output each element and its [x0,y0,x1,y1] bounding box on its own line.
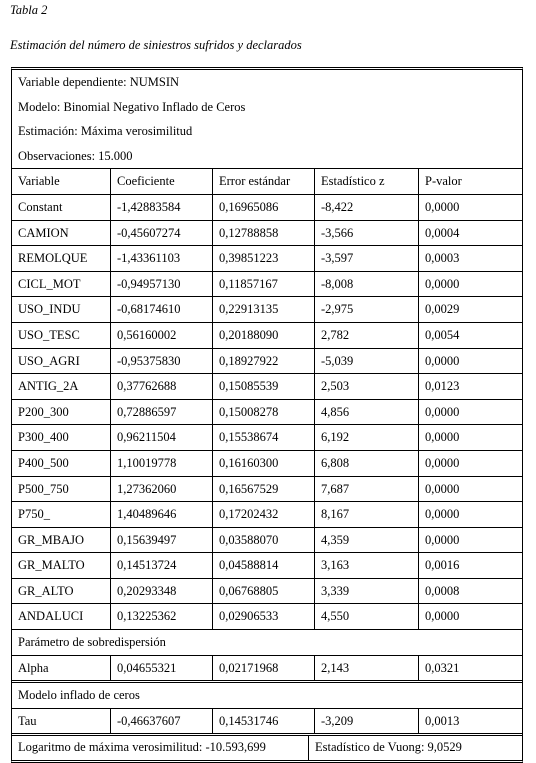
table-row [12,424,522,450]
log-likelihood: Logaritmo de máxima verosimilitud: -10.593,699 [18,740,266,755]
cell-z: 4,550 [314,604,419,629]
cell-error: 0,22913135 [212,297,315,322]
cell-variable: P200_300 [18,404,69,419]
cell-error: 0,16160300 [212,451,315,476]
cell-error: 0,04588814 [212,553,315,578]
table-row [12,501,522,527]
cell-coeficiente: 0,15639497 [110,528,213,553]
cell-coeficiente: 1,27362060 [110,477,213,502]
cell-coeficiente: 0,13225362 [110,604,213,629]
cell-error: 0,12788858 [212,221,315,246]
cell-variable: GR_MBAJO [18,532,84,547]
cell-variable: CAMION [18,225,69,240]
cell-error: 0,15538674 [212,425,315,450]
cell-pvalor: 0,0016 [418,553,523,578]
cell-coeficiente: 1,10019778 [110,451,213,476]
overdispersion-title: Parámetro de sobredispersión [12,629,522,655]
header-variable: Variable [18,174,60,189]
cell-variable: ANTIG_2A [18,379,79,394]
table-row [12,708,522,734]
table-row [12,603,522,629]
cell-error: 0,11857167 [212,272,315,297]
cell-z: -5,039 [314,349,419,374]
table-number: Tabla 2 [10,3,48,17]
cell-pvalor: 0,0000 [418,272,523,297]
cell-z: 4,359 [314,528,419,553]
cell-pvalor: 0,0000 [418,604,523,629]
cell-variable: GR_ALTO [18,583,74,598]
cell-pvalor: 0,0029 [418,297,523,322]
cell-variable: P750_ [18,507,50,522]
cell-error: 0,17202432 [212,502,315,527]
cell-error: 0,02171968 [212,656,315,681]
cell-variable: P300_400 [18,430,69,445]
cell-pvalor: 0,0000 [418,349,523,374]
cell-pvalor: 0,0321 [418,656,523,681]
cell-coeficiente: 0,04655321 [110,656,213,681]
cell-z: -2,975 [314,297,419,322]
table-row [12,296,522,322]
cell-coeficiente: -0,45607274 [110,221,213,246]
table-title: Estimación del número de siniestros sufridos y declarados [10,38,302,52]
estimation-method: Estimación: Máxima verosimilitud [18,124,193,139]
header-pvalor: P-valor [418,169,523,194]
cell-pvalor: 0,0013 [418,709,523,734]
cell-variable: GR_MALTO [18,558,85,573]
cell-variable: Constant [18,199,63,214]
cell-pvalor: 0,0000 [418,528,523,553]
cell-error: 0,15085539 [212,374,315,399]
cell-coeficiente: 0,37762688 [110,374,213,399]
model-type: Modelo: Binomial Negativo Inflado de Ceros [18,99,246,114]
cell-pvalor: 0,0000 [418,502,523,527]
table-row [12,348,522,374]
table-row [12,220,522,246]
observations: Observaciones: 15.000 [18,148,133,163]
cell-z: -3,566 [314,221,419,246]
cell-error: 0,15008278 [212,400,315,425]
dependent-variable: Variable dependiente: NUMSIN [18,75,180,89]
cell-variable: P500_750 [18,481,69,496]
cell-variable: USO_TESC [18,327,80,342]
cell-z: -3,209 [314,709,419,734]
table-row [12,450,522,476]
table-row [12,373,522,399]
cell-pvalor: 0,0000 [418,400,523,425]
cell-error: 0,06768805 [212,579,315,604]
table-row [12,245,522,271]
cell-coeficiente: -1,43361103 [110,246,213,271]
table-row [12,271,522,297]
cell-error: 0,02906533 [212,604,315,629]
table-row [12,578,522,604]
cell-z: 2,782 [314,323,419,348]
table-row [12,322,522,348]
cell-error: 0,03588070 [212,528,315,553]
cell-coeficiente: -0,94957130 [110,272,213,297]
cell-z: -8,008 [314,272,419,297]
cell-z: 7,687 [314,477,419,502]
cell-variable: Tau [18,713,37,728]
table-row [12,194,522,220]
cell-pvalor: 0,0000 [418,451,523,476]
cell-pvalor: 0,0000 [418,477,523,502]
cell-variable: CICL_MOT [18,276,81,291]
cell-coeficiente: -0,68174610 [110,297,213,322]
cell-pvalor: 0,0000 [418,425,523,450]
cell-variable: Alpha [18,660,49,675]
cell-pvalor: 0,0123 [418,374,523,399]
cell-pvalor: 0,0003 [418,246,523,271]
cell-pvalor: 0,0008 [418,579,523,604]
cell-coeficiente: -0,46637607 [110,709,213,734]
cell-variable: USO_AGRI [18,353,80,368]
cell-coeficiente: 0,96211504 [110,425,213,450]
table-row [12,399,522,425]
cell-error: 0,16965086 [212,195,315,220]
vuong-statistic: Estadístico de Vuong: 9,0529 [308,736,523,760]
cell-pvalor: 0,0054 [418,323,523,348]
cell-coeficiente: -0,95375830 [110,349,213,374]
table-row [12,527,522,553]
cell-coeficiente: 0,20293348 [110,579,213,604]
cell-z: 3,339 [314,579,419,604]
cell-z: 6,192 [314,425,419,450]
table-row [12,552,522,578]
cell-pvalor: 0,0000 [418,195,523,220]
header-z: Estadístico z [314,169,419,194]
header-row [12,168,522,194]
cell-coeficiente: 0,14513724 [110,553,213,578]
cell-pvalor: 0,0004 [418,221,523,246]
footer-row [12,733,522,760]
header-error: Error estándar [212,169,315,194]
cell-z: 4,856 [314,400,419,425]
cell-z: -8,422 [314,195,419,220]
cell-coeficiente: 0,72886597 [110,400,213,425]
cell-error: 0,20188090 [212,323,315,348]
cell-z: 3,163 [314,553,419,578]
cell-z: 2,503 [314,374,419,399]
cell-error: 0,14531746 [212,709,315,734]
results-table [11,67,523,763]
header-coeficiente: Coeficiente [110,169,213,194]
cell-variable: USO_INDU [18,302,81,317]
cell-coeficiente: -1,42883584 [110,195,213,220]
cell-z: 2,143 [314,656,419,681]
zero-inflated-title: Modelo inflado de ceros [12,680,522,708]
cell-variable: P400_500 [18,455,69,470]
cell-z: -3,597 [314,246,419,271]
cell-error: 0,16567529 [212,477,315,502]
table-row [12,476,522,502]
cell-variable: REMOLQUE [18,251,88,266]
model-info [12,70,522,168]
cell-error: 0,18927922 [212,349,315,374]
cell-error: 0,39851223 [212,246,315,271]
cell-coeficiente: 0,56160002 [110,323,213,348]
cell-coeficiente: 1,40489646 [110,502,213,527]
table-row [12,655,522,681]
cell-variable: ANDALUCI [18,609,84,624]
table-body [12,194,522,629]
cell-z: 8,167 [314,502,419,527]
cell-z: 6,808 [314,451,419,476]
